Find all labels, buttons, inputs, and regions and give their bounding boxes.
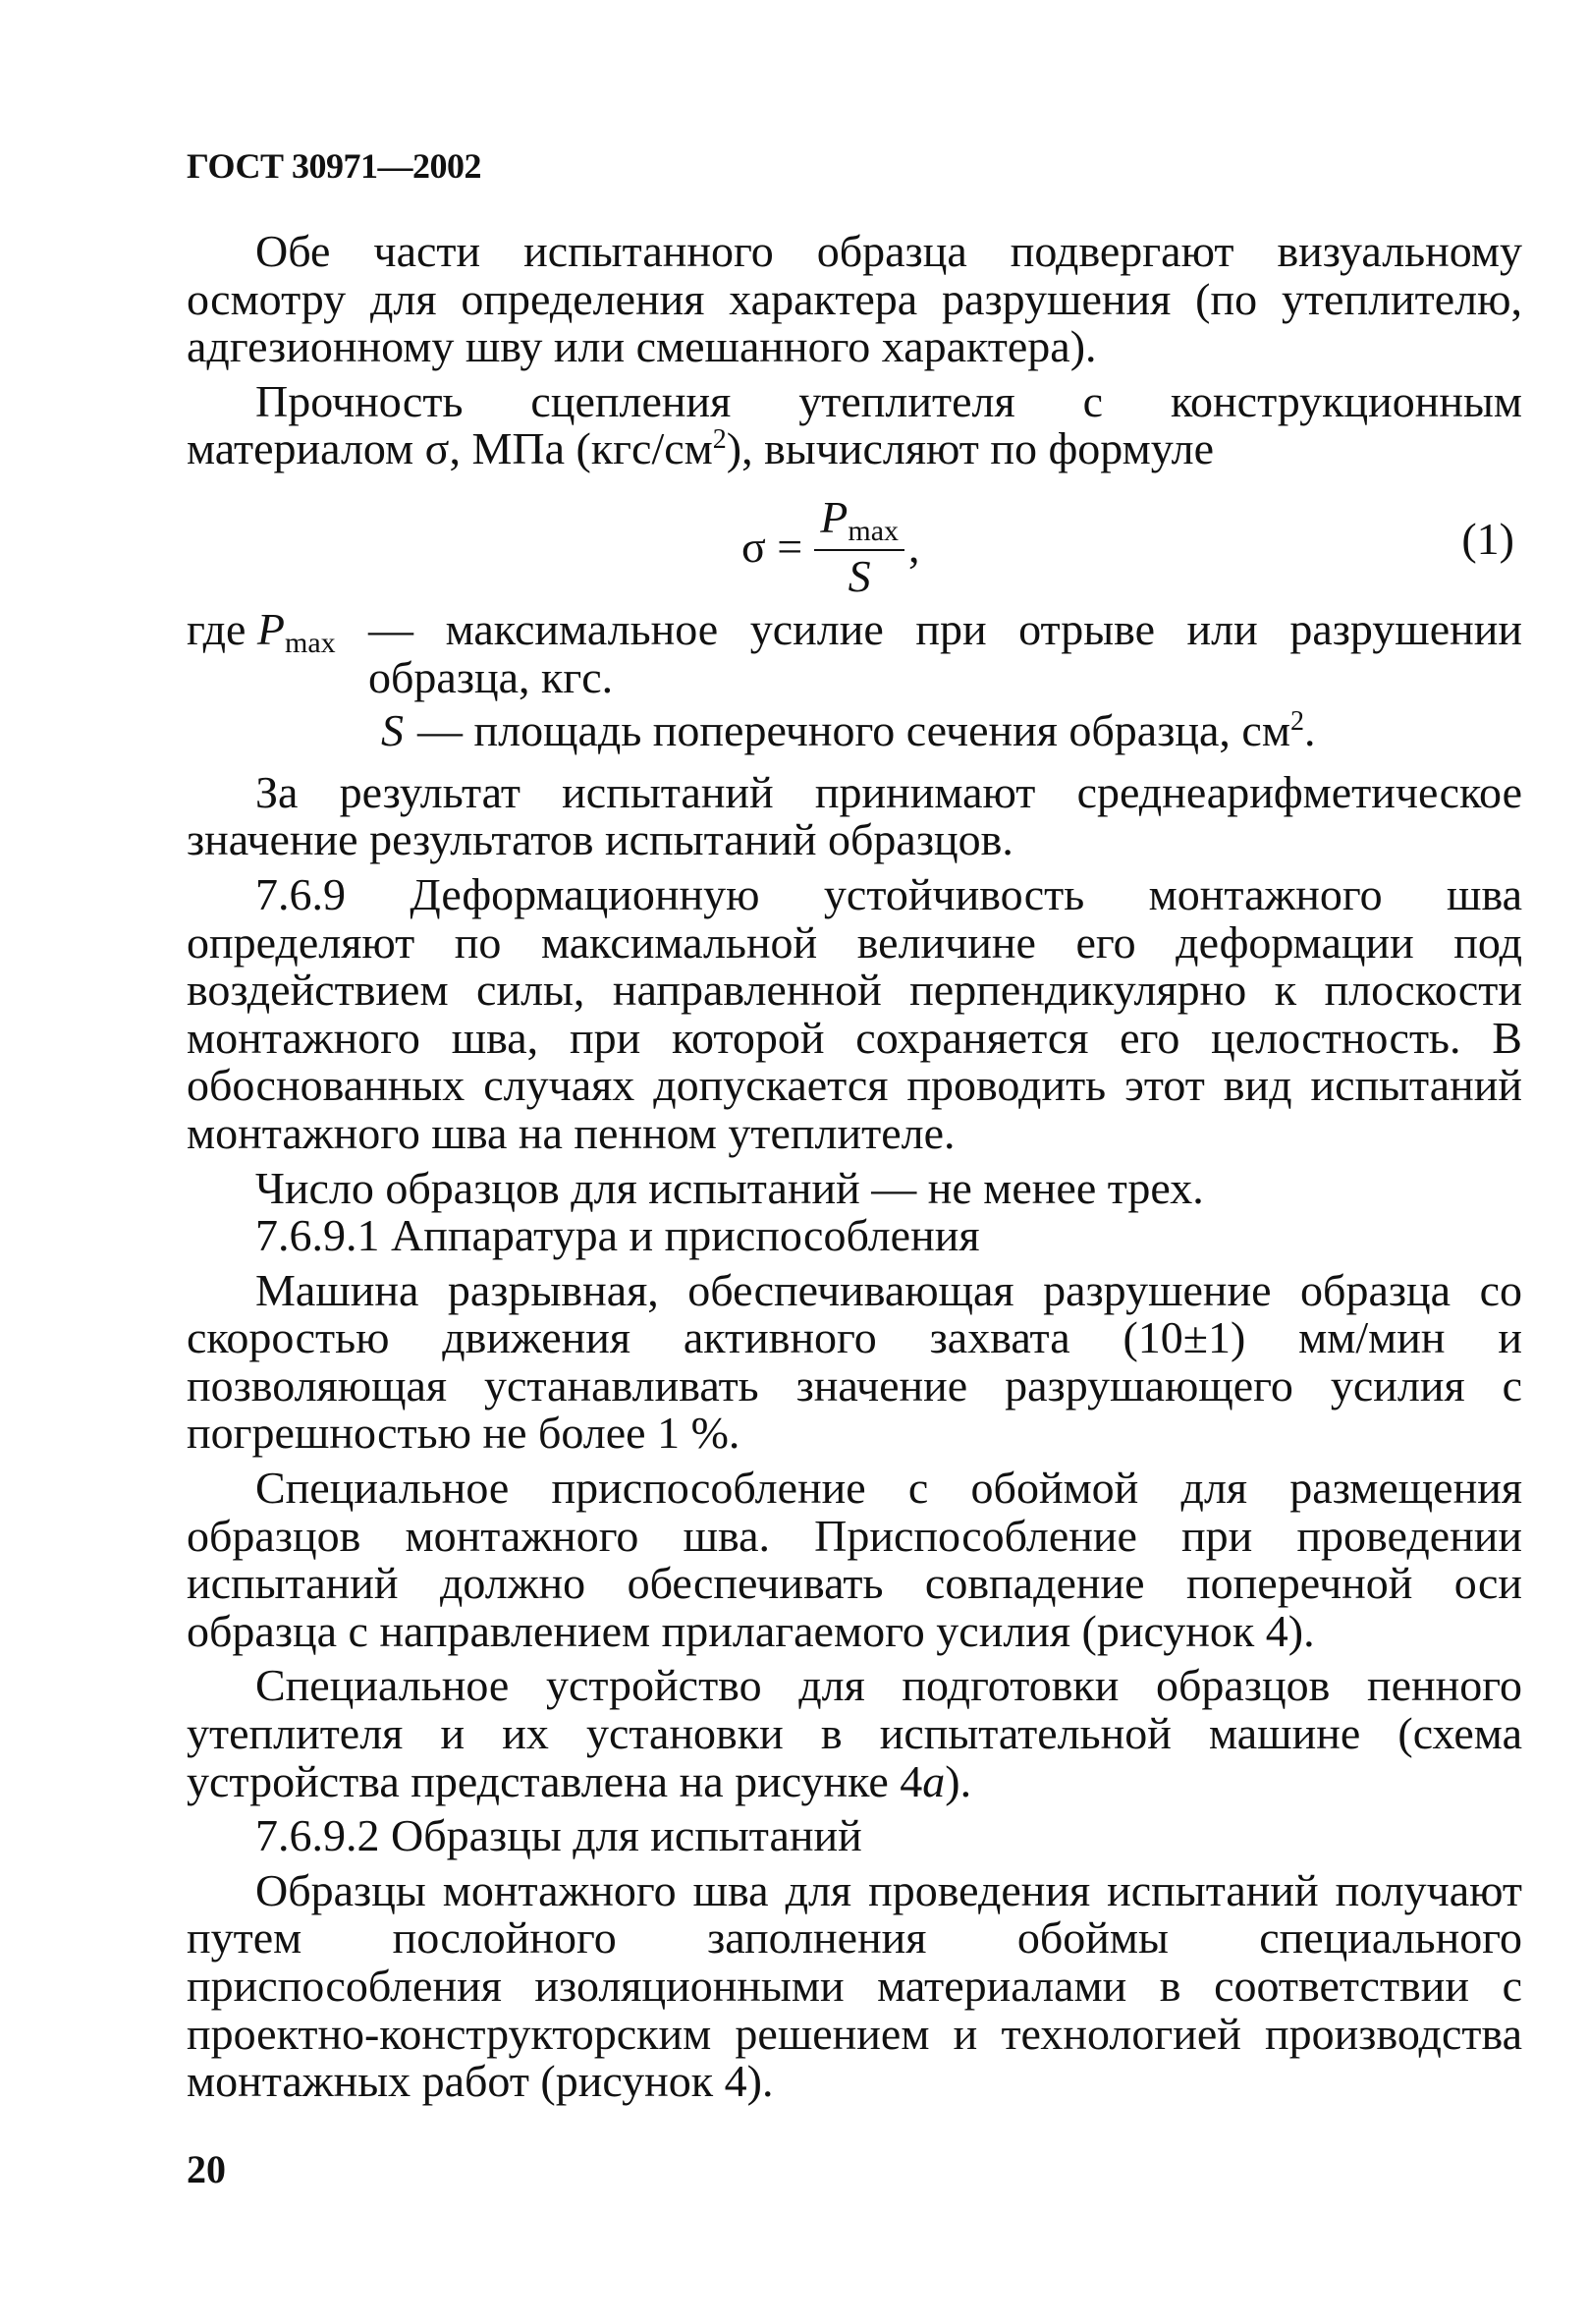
paragraph: 7.6.9 Деформационную устойчивость монтажного шва определяют по максимальной величине его деформации под воздействием силы, направленной перпендикулярно к плоскости монтажного шва, при которой сохраняется его целостность. В обоснованных случаях допускается проводить этот вид испытаний монтажного шва на пенном утеплителе. [187, 868, 1522, 1158]
where-intro: где [187, 603, 246, 654]
desc-text: — площадь поперечного сечения образца, см [417, 705, 1290, 756]
where-term: S [381, 705, 404, 756]
numerator-subscript: max [848, 514, 900, 547]
paragraph: Число образцов для испытаний — не менее трех. [255, 1162, 1204, 1213]
document-header: ГОСТ 30971—2002 [187, 146, 481, 186]
paragraph: За результат испытаний принимают среднеарифметическое значение результатов испытаний образцов. [187, 766, 1522, 865]
where-desc: — максимальное усилие при отрыве или разрушении образца, кгс. [368, 603, 1522, 702]
figure-letter: а [922, 1755, 946, 1806]
fraction [814, 492, 904, 602]
where-block [187, 603, 1522, 762]
equation-number: (1) [1461, 513, 1514, 564]
formula-1 [187, 488, 1522, 606]
paragraph-text: Прочность сцепления утеплителя с конструкционным материалом σ, МПа (кгс/см [187, 375, 1522, 474]
formula-comma: , [908, 521, 920, 572]
section-heading: 7.6.9.1 Аппаратура и приспособления [255, 1210, 980, 1261]
paragraph-text: ). [945, 1755, 972, 1806]
desc-text: . [1303, 705, 1316, 756]
denominator: S [848, 550, 871, 601]
section-heading: 7.6.9.2 Образцы для испытаний [255, 1810, 862, 1861]
paragraph-text: ), вычисляют по формуле [726, 423, 1215, 474]
page-body [187, 228, 1522, 2106]
numerator: P [820, 491, 849, 542]
term-symbol: P [256, 603, 286, 654]
paragraph: Обе части испытанного образца подвергают визуальному осмотру для определения характера разрушения (по утеплителю, адгезионному шву или смешанного характера). [187, 226, 1522, 372]
paragraph: Образцы монтажного шва для проведения испытаний получают путем послойного заполнения обоймы специального приспособления изоляционными материалами в соответствии с проектно-конструкторским решением и технологией производства монтажных работ (рисунок 4). [187, 1864, 1522, 2107]
paragraph-text: Специальное устройство для подготовки образцов пенного утеплителя и их установки в испытательной машине (схема устройства представлена на рисунке 4 [187, 1660, 1522, 1806]
paragraph [187, 375, 1522, 480]
paragraph: Специальное приспособление с обоймой для размещения образцов монтажного шва. Приспособление при проведении испытаний должно обеспечивать совпадение поперечной оси образца с направлением прилагаемого усилия (рисунок 4). [187, 1463, 1522, 1656]
where-term [187, 603, 368, 701]
paragraph [187, 1662, 1522, 1805]
term-subscript: max [285, 626, 336, 659]
paragraph: Машина разрывная, обеспечивающая разрушение образца со скоростью движения активного захвата (10±1) мм/мин и позволяющая устанавливать значение разрушающего усилия с погрешностью не более 1 %. [187, 1264, 1522, 1459]
superscript: 2 [712, 424, 727, 456]
formula-lhs: σ = [741, 521, 803, 572]
superscript: 2 [1289, 706, 1304, 738]
page-number: 20 [187, 2147, 226, 2191]
where-desc [417, 707, 1522, 762]
